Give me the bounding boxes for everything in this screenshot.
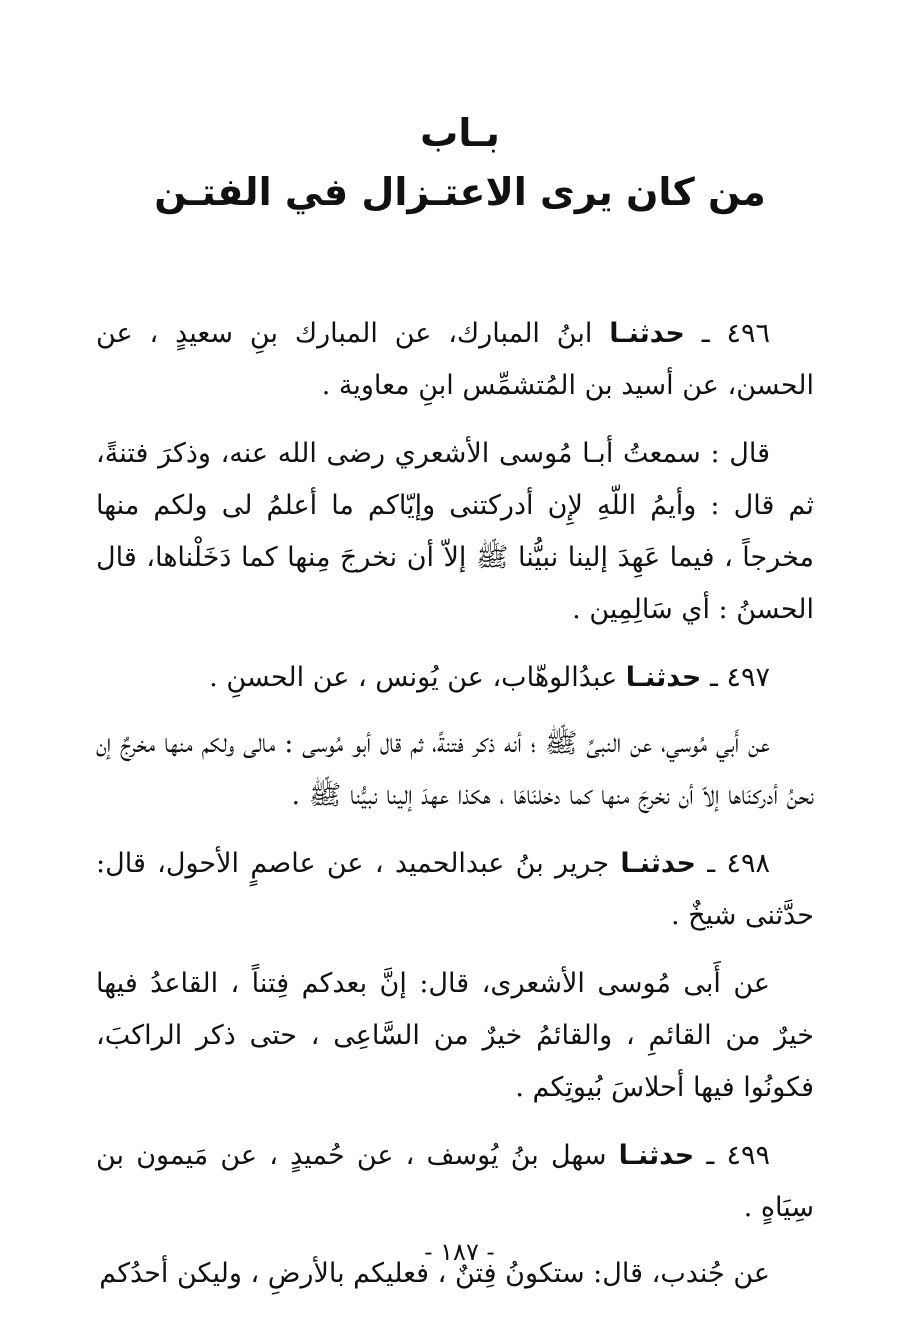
hadith-number: ٤٩٧ bbox=[726, 662, 770, 693]
hadith-number: ٤٩٦ bbox=[726, 318, 770, 349]
hadith-isnad-497 bbox=[96, 652, 814, 704]
hadith-isnad-496 bbox=[96, 308, 814, 412]
hadith-isnad-499 bbox=[96, 1130, 814, 1234]
hadith-isnad-text: جرير بنُ عبدالحميد ، عن عاصمٍ الأحول، قال: حدَّثنى شيخٌ . bbox=[96, 848, 814, 931]
haddathana-keyword: حدثنـا bbox=[609, 318, 685, 349]
hadith-dash: ـ bbox=[707, 848, 716, 879]
hadith-number: ٤٩٨ bbox=[726, 848, 770, 879]
hadith-isnad-text: ابنُ المبارك، عن المبارك بنِ سعيدٍ ، عن الحسن، عن أسيد بن المُتشمِّس ابنِ معاوية . bbox=[96, 318, 814, 401]
haddathana-keyword: حدثنـا bbox=[620, 848, 696, 879]
haddathana-keyword: حدثنـا bbox=[625, 662, 702, 693]
hadith-dash: ـ bbox=[701, 318, 710, 349]
hadith-matn-496: قال : سمعتُ أبـا مُوسى الأشعري رضى الله عنه، وذكرَ فتنةً، ثم قال : وأيمُ اللّهِ لإِن أدركتنى وإيّاكم ما أعلمُ لى ولكم منها مخرجاً ، فيما عَهِدَ إلينا نبيُّنا ﷺ إلاّ أن نخرجَ مِنها كما دَخَلْناها، قال الحسنُ : أي سَالِمِين . bbox=[96, 438, 814, 625]
hadith-isnad-text: سهل بنُ يُوسف ، عن حُميدٍ ، عن مَيمون بن سِيَاهٍ . bbox=[96, 1140, 814, 1223]
hadith-matn-498: عن أَبى مُوسى الأشعرى، قال: إنَّ بعدكم فِتناً ، القاعدُ فيها خيرٌ من القائمِ ، والقائمُ خيرٌ من السَّاعِى ، حتى ذكر الراكبَ، فكونُوا فيها أحلاسَ بُيوتِكم . bbox=[96, 968, 814, 1103]
haddathana-keyword: حدثنـا bbox=[618, 1140, 695, 1171]
hadith-number: ٤٩٩ bbox=[726, 1140, 770, 1171]
hadith-isnad-498 bbox=[96, 838, 814, 942]
hadith-matn-497: عن أَبي مُوسي، عن النبىِّ ﷺ ؛ أنه ذكر فتنةً، ثم قال أبو مُوسى : مالى ولكم منها مخرجٌ إن نحنُ أدركنَاها إلاّ أن نخرجَ منها كما دخلنَاهَا ، هكذا عهدَ إلينا نبيُّنا ﷺ . bbox=[96, 728, 814, 811]
hadith-matn-499: عن جُندب، قال: ستكونُ فِتنٌ ، فعليكم بالأرضِ ، وليكن أحدُكم bbox=[99, 1258, 770, 1289]
hadith-isnad-text: عبدُالوهّاب، عن يُونس ، عن الحسنِ . bbox=[209, 662, 618, 693]
hadith-dash: ـ bbox=[709, 662, 718, 693]
hadith-text bbox=[96, 308, 814, 1316]
chapter-title: من كان يرى الاعتـزال في الفتـن bbox=[154, 170, 766, 214]
hadith-dash: ـ bbox=[706, 1140, 715, 1171]
chapter-heading: بـاب bbox=[420, 111, 500, 155]
page-number: - ١٨٧ - bbox=[424, 1238, 495, 1266]
